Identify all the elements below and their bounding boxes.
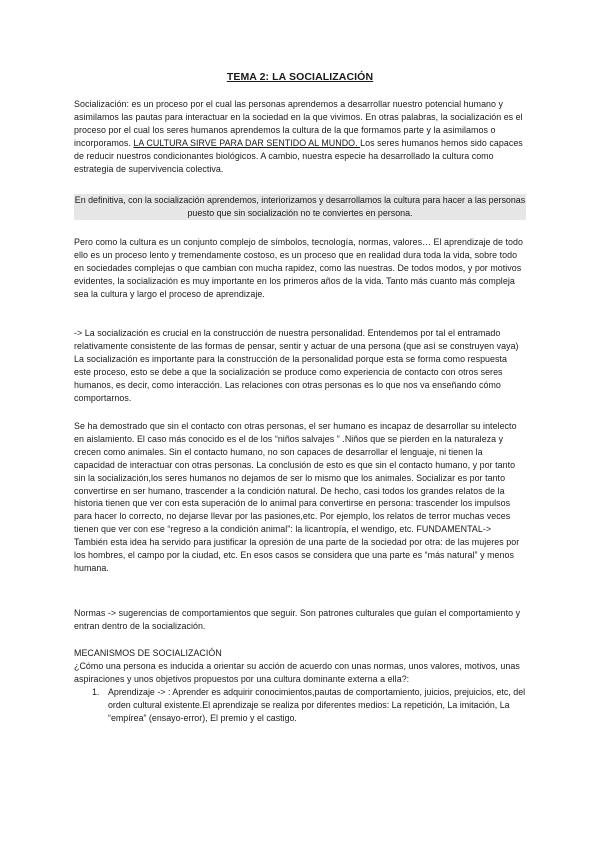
list-item	[74, 686, 526, 725]
document-title: TEMA 2: LA SOCIALIZACIÓN	[226, 71, 374, 83]
list-item-number: 1.	[92, 687, 100, 697]
paragraph-text: Los seres humanos hemos sido capaces de reducir nuestros condicionantes biológicos. A cambio, nuestra especie ha desarrollado la cultura como estrategia de supervivencia colectiva.	[74, 137, 523, 174]
highlighted-summary: En definitiva, con la socialización aprendemos, interiorizamos y desarrollamos la cultura para hacer a las personas puesto que sin socialización no te conviertes en persona.	[74, 195, 526, 218]
mechanisms-list	[74, 686, 526, 725]
paragraph-personalidad: -> La socialización es crucial en la construcción de nuestra personalidad. Entendemos por tal el entramado relativamente consistente de las formas de pensar, sentir y actuar de una persona (que así se construyen vaya) La socialización es importante para la construcción de la personalidad porque esta se forma como respuesta este proceso, esto se debe a que la socialización se produce como experiencia de contacto con otros seres humanos, es decir, como interacción. Las relaciones con otras personas es lo que nos va enseñando cómo comportarnos.	[74, 328, 519, 403]
section-heading: MECANISMOS DE SOCIALIZACIÓN	[74, 648, 222, 658]
list-item-text: Aprendizaje -> : Aprender es adquirir conocimientos,pautas de comportamiento, juicios, prejuicios, etc, del orden cultural existente.El aprendizaje se realiza por diferentes medios: La repetición, La imitación, La “empírea” (ensayo-error), El premio y el castigo.	[108, 687, 526, 723]
paragraph-cultura-aprendizaje: Pero como la cultura es un conjunto complejo de símbolos, tecnología, normas, valores… El aprendizaje de todo ello es un proceso lento y tremendamente costoso, es un proceso que en realidad dura toda la vida, sobre todo en sociedades complejas o que cambian con mucha rapidez, como las nuestras. De todos modos, y por motivos evidentes, la socialización es muy importante en los primeros años de la vida. Tanto más cuanto más compleja sea la cultura y largo el proceso de aprendizaje.	[74, 237, 523, 299]
paragraph-normas: Normas -> sugerencias de comportamientos que seguir. Son patrones culturales que guían el comportamiento y entran dentro de la socialización.	[74, 608, 521, 631]
section-question: ¿Cómo una persona es inducida a orientar su acción de acuerdo con unas normas, unos valores, motivos, unas aspiraciones y unos objetivos propuestos por una cultura dominante externa a ella?:	[74, 661, 520, 684]
paragraph-text: Socialización: es un proceso por el cual las personas aprendemos a desarrollar nuestro potencial humano y asimilamos las pautas para interactuar en la sociedad en la que vivimos. En otras palabras, la socialización es el proceso por el cual los seres humanos aprendemos la cultura de la que formamos parte y la asimilamos o incorporamos.	[74, 99, 523, 148]
paragraph-socializacion-definition	[74, 98, 526, 175]
paragraph-ninos-salvajes: Se ha demostrado que sin el contacto con otras personas, el ser humano es incapaz de desarrollar su intelecto en aislamiento. El caso más conocido es el de los “niños salvajes ” .Niños que se pierden en la naturaleza y crecen como animales. Sin el contacto humano, no son capaces de desarrollar el lenguaje, ni tienen la capacidad de interactuar con otras personas. La conclusión de esto es que sin el contacto humano, y por tanto sin la socialización,los seres humanos no dejamos de ser lo mismo que los animales. Socializar es por tanto convertirse en ser humano, trascender a la condición natural. De hecho, casi todos los grandes relatos de la historia tienen que ver con esta superación de lo animal para convertirse en persona: trascender los impulsos para hacer lo correcto, no dejarse llevar por las pasiones,etc. Por ejemplo, los relatos de terror muchas veces tienen que ver con ese “regreso a la condición animal”: la licantropía, el wendigo, etc. FUNDAMENTAL-> También esta idea ha servido para justificar la opresión de una parte de la sociedad por otra: de las mujeres por los hombres, el campo por la ciudad, etc. En esos casos se considera que una parte es “más natural” y menos humana.	[74, 421, 520, 573]
underlined-statement: LA CULTURA SIRVE PARA DAR SENTIDO AL MUNDO.	[133, 137, 361, 148]
